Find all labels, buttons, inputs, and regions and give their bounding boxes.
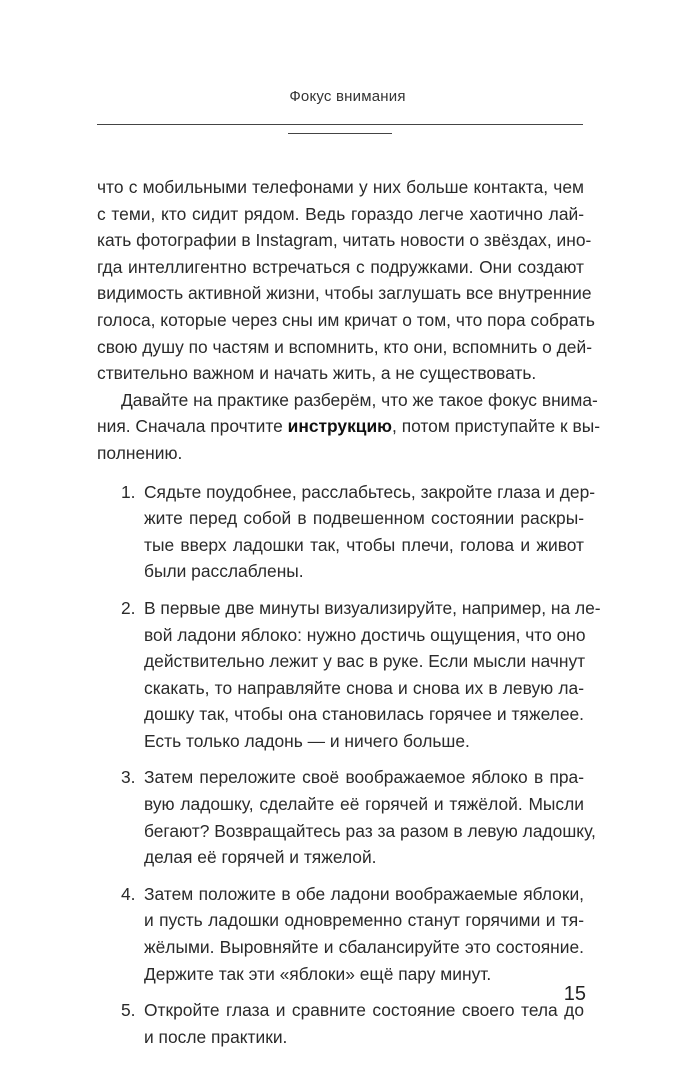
text-line: свою душу по частям и вспомнить, кто они, вспомнить о дей- (97, 336, 592, 357)
text-line: Затем положите в обе ладони воображаемые яблоки, (144, 883, 584, 904)
text-line (97, 413, 601, 440)
text-line: Затем переложите своё воображаемое яблоко в пра- (144, 767, 584, 788)
list-item (97, 479, 596, 585)
text-line: Давайте на практике разберём, что же такое фокус внима- (121, 389, 598, 410)
text-line: Откройте глаза и сравните состояние своего тела до (144, 1000, 584, 1021)
text-line: ствительно важном и начать жить, а не существовать. (97, 363, 537, 384)
text-line: что с мобильными телефонами у них больше контакта, чем (97, 177, 584, 197)
list-item (97, 764, 596, 870)
text-run: ния. Сначала прочтите (97, 416, 288, 437)
header-rule-short (288, 133, 392, 134)
paragraph-intro (97, 387, 601, 467)
list-number: 2. (121, 597, 136, 618)
text-line: Держите так эти «яблоки» ещё пару минут. (144, 963, 492, 984)
text-line: дошку так, чтобы она становилась горячее и тяжелее. (144, 704, 584, 725)
list-number: 5. (121, 1000, 136, 1021)
header-rule-long (97, 124, 583, 125)
list-item (97, 881, 584, 987)
instruction-list (97, 479, 601, 1051)
text-line: кать фотографии в Instagram, читать новости о звёздах, ино- (97, 230, 592, 251)
text-line: полнению. (97, 442, 183, 463)
text-line: бегают? Возвращайтесь раз за разом в левую ладошку, (144, 820, 596, 841)
text-line: видимость активной жизни, чтобы заглушать все внутренние (97, 283, 592, 304)
list-number: 4. (121, 883, 136, 904)
text-line: вую ладошку, сделайте её горячей и тяжёлой. Мысли (144, 794, 584, 815)
page-number: 15 (563, 983, 586, 1005)
text-line: делая её горячей и тяжелой. (144, 847, 377, 868)
list-number: 1. (121, 481, 136, 502)
text-line: жите перед собой в подвешенном состоянии раскры- (144, 508, 584, 529)
list-item (97, 997, 584, 1050)
text-run: , потом приступайте к вы- (392, 416, 601, 437)
text-line: и пусть ладошки одновременно станут горячими и тя- (144, 910, 584, 931)
text-line: Сядьте поудобнее, расслабьтесь, закройте глаза и дер- (144, 481, 596, 502)
text-line: и после практики. (144, 1026, 288, 1047)
text-line: действительно лежит у вас в руке. Если мысли начнут (144, 651, 586, 672)
text-line: с теми, кто сидит рядом. Ведь гораздо легче хаотично лай- (97, 203, 584, 224)
list-item (97, 595, 601, 755)
text-line: гда интеллигентно встречаться с подружками. Они создают (97, 256, 584, 277)
text-line: тые вверх ладошки так, чтобы плечи, голова и живот (144, 534, 584, 555)
bold-term: инструкцию (287, 416, 393, 437)
text-line: Есть только ладонь — и ничего больше. (144, 730, 470, 751)
paragraph-continuation (97, 174, 595, 387)
text-line: В первые две минуты визуализируйте, например, на ле- (144, 597, 601, 618)
running-title: Фокус внимания (289, 88, 406, 105)
list-number: 3. (121, 767, 136, 788)
text-line: жёлыми. Выровняйте и сбалансируйте это состояние. (144, 937, 584, 958)
text-line: были расслаблены. (144, 561, 304, 582)
body-text (97, 174, 601, 1060)
text-line: голоса, которые через сны им кричат о том, что пора собрать (97, 309, 595, 330)
text-line: скакать, то направляйте снова и снова их в левую ла- (144, 677, 584, 698)
text-line: вой ладони яблоко: нужно достичь ощущения, что оно (144, 624, 586, 645)
